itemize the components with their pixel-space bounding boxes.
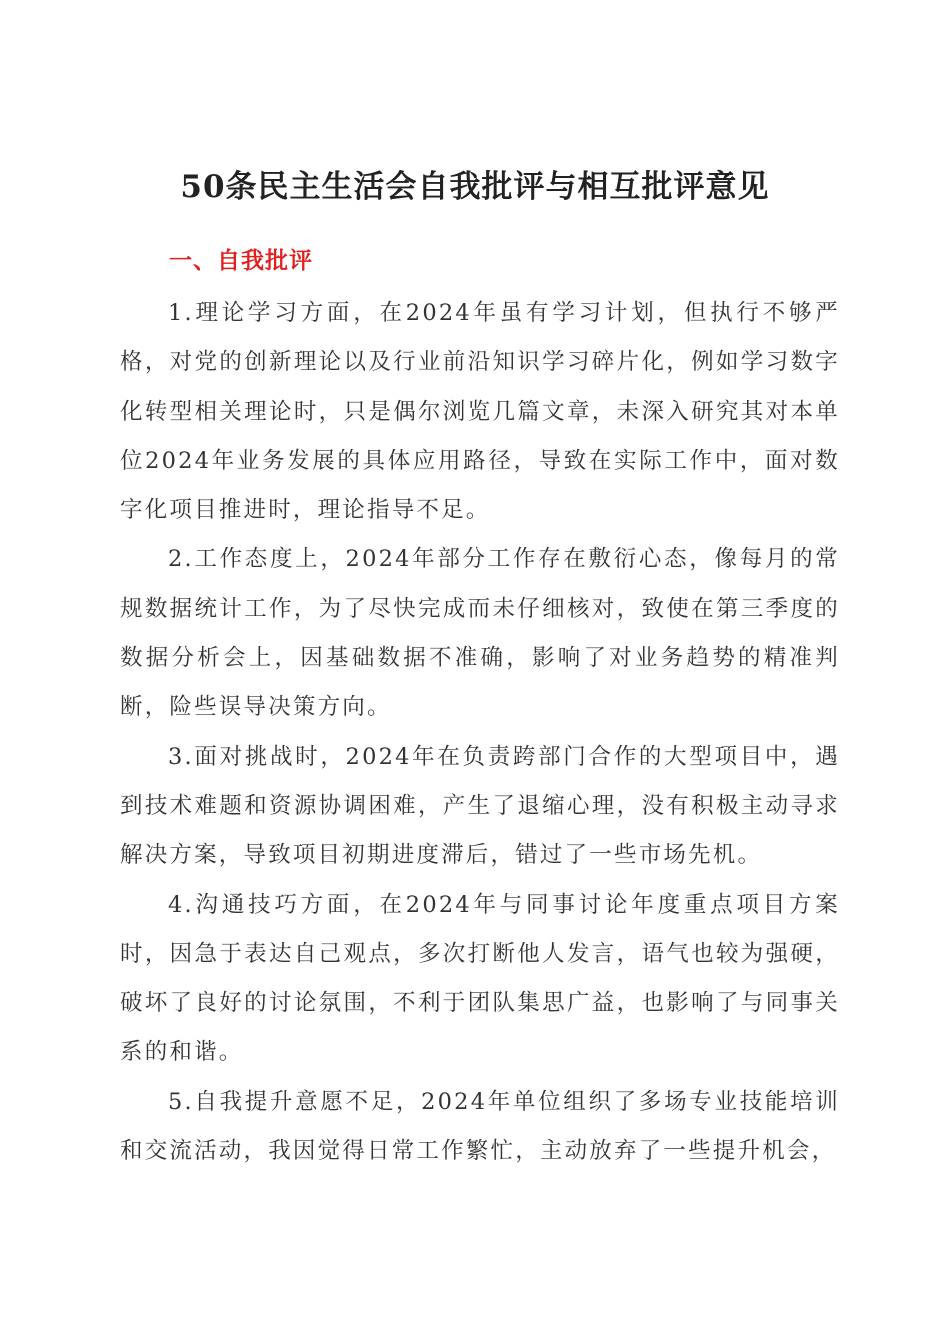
paragraph-1: 1.理论学习方面，在2024年虽有学习计划，但执行不够严格，对党的创新理论以及行业前沿知识学习碎片化，例如学习数字化转型相关理论时，只是偶尔浏览几篇文章，未深入研究其对本单位2024年业务发展的具体应用路径，导致在实际工作中，面对数字化项目推进时，理论指导不足。 (120, 300, 840, 524)
section-heading: 一、自我批评 (169, 248, 313, 274)
paragraph-3: 3.面对挑战时，2024年在负责跨部门合作的大型项目中，遇到技术难题和资源协调困难，产生了退缩心理，没有积极主动寻求解决方案，导致项目初期进度滞后，错过了一些市场先机。 (120, 743, 840, 869)
document-body (120, 289, 840, 1176)
paragraph-2: 2.工作态度上，2024年部分工作存在敷衍心态，像每月的常规数据统计工作，为了尽快完成而未仔细核对，致使在第三季度的数据分析会上，因基础数据不准确，影响了对业务趋势的精准判断，险些误导决策方向。 (120, 546, 840, 721)
paragraph-5: 5.自我提升意愿不足，2024年单位组织了多场专业技能培训和交流活动，我因觉得日常工作繁忙，主动放弃了一些提升机会， (120, 1088, 840, 1165)
paragraph-4: 4.沟通技巧方面，在2024年与同事讨论年度重点项目方案时，因急于表达自己观点，多次打断他人发言，语气也较为强硬，破坏了良好的讨论氛围，不利于团队集思广益，也影响了与同事关系的和谐。 (120, 891, 840, 1066)
document-title: 50条民主生活会自我批评与相互批评意见 (180, 169, 770, 205)
